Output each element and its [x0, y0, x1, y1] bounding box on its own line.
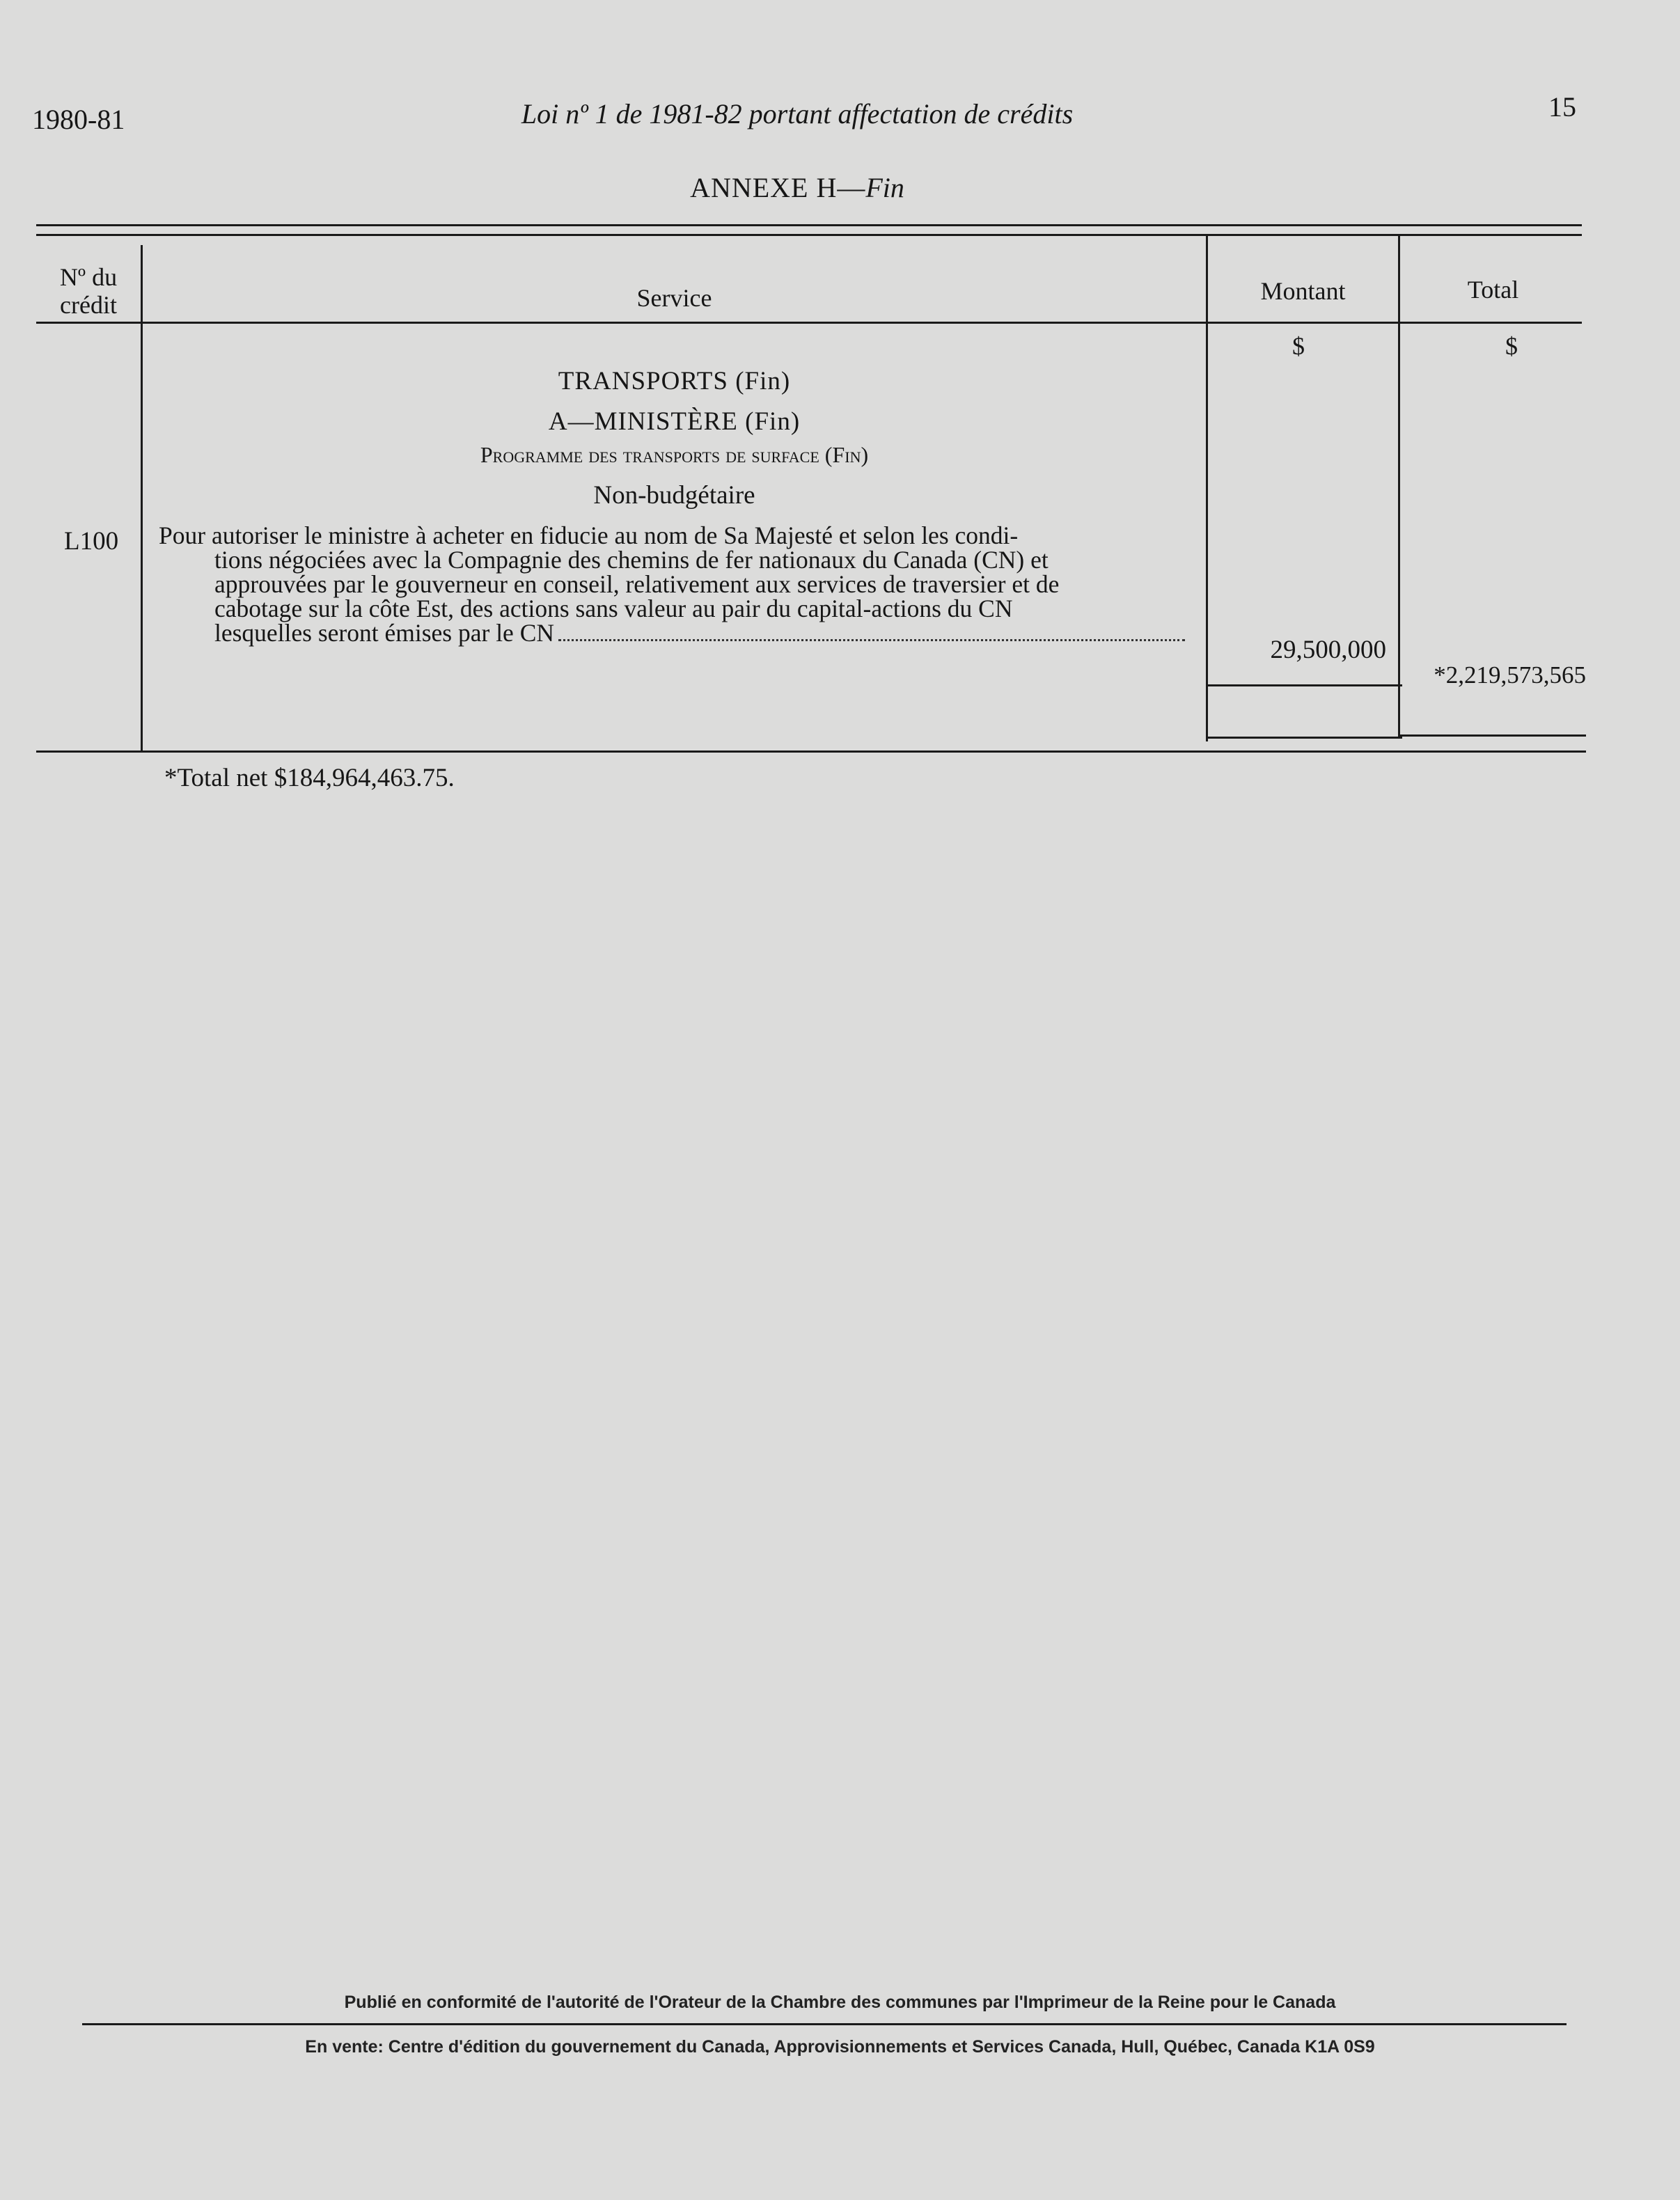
subsection-title: A—MINISTÈRE (Fin): [548, 407, 801, 436]
description-line-2: tions négociées avec la Compagnie des chemins de fer nationaux du Canada (CN) et: [214, 546, 1049, 574]
section-title: TRANSPORTS (Fin): [558, 367, 791, 395]
publication-notice: Publié en conformité de l'autorité de l'Orateur de la Chambre des communes par l'Imprimeur de la Reine pour le Canada: [344, 1993, 1336, 2012]
sale-notice: En vente: Centre d'édition du gouvernement du Canada, Approvisionnements et Services Canada, Hull, Québec, Canada K1A 0S9: [305, 2037, 1375, 2057]
vote-description: [159, 521, 1189, 647]
table-top-rule: [36, 224, 1582, 226]
page-year: 1980-81: [32, 104, 125, 135]
credit-number: L100: [64, 527, 119, 556]
total-rule: [1399, 734, 1586, 737]
leader-dots: [558, 639, 1185, 641]
description-line-4: cabotage sur la côte Est, des actions sans valeur au pair du capital-actions du CN: [214, 595, 1013, 622]
montant-currency: $: [1292, 332, 1305, 360]
category-label: Non-budgétaire: [593, 481, 755, 510]
description-line-5: lesquelles seront émises par le CN: [214, 619, 555, 647]
total-value: *2,219,573,565: [1434, 661, 1586, 689]
column-header-credit-line2: crédit: [60, 291, 117, 319]
annex-label: ANNEXE H—: [690, 172, 866, 203]
page-title: Loi nº 1 de 1981-82 portant affectation de crédits: [521, 98, 1074, 129]
column-header-service: Service: [636, 284, 712, 312]
footnote: *Total net $184,964,463.75.: [164, 764, 455, 792]
description-line-1: Pour autoriser le ministre à acheter en fiducie au nom de Sa Majesté et selon les condi-: [159, 521, 1019, 549]
description-last-line: [159, 621, 1189, 645]
montant-rule-1: [1207, 684, 1402, 686]
table-bottom-rule: [36, 751, 1586, 753]
total-currency: $: [1505, 332, 1518, 360]
description-line-3: approuvées par le gouverneur en conseil, relativement aux services de traversier et de: [214, 570, 1060, 598]
column-header-total: Total: [1467, 276, 1519, 304]
page-number: 15: [1548, 91, 1576, 123]
montant-value: 29,500,000: [1270, 636, 1386, 664]
montant-rule-2: [1207, 737, 1402, 739]
footer-rule: [82, 2023, 1567, 2025]
column-header-credit: [36, 263, 141, 319]
annex-heading: [0, 171, 1594, 204]
column-header-montant: Montant: [1260, 277, 1346, 305]
annex-suffix: Fin: [865, 172, 904, 203]
column-header-credit-line1: Nº du: [59, 263, 118, 291]
program-title: Programme des transports de surface (Fin): [480, 442, 869, 467]
col-divider-service: [1206, 235, 1208, 741]
table-header-rule: [36, 322, 1582, 324]
table-top-rule-2: [36, 234, 1582, 236]
